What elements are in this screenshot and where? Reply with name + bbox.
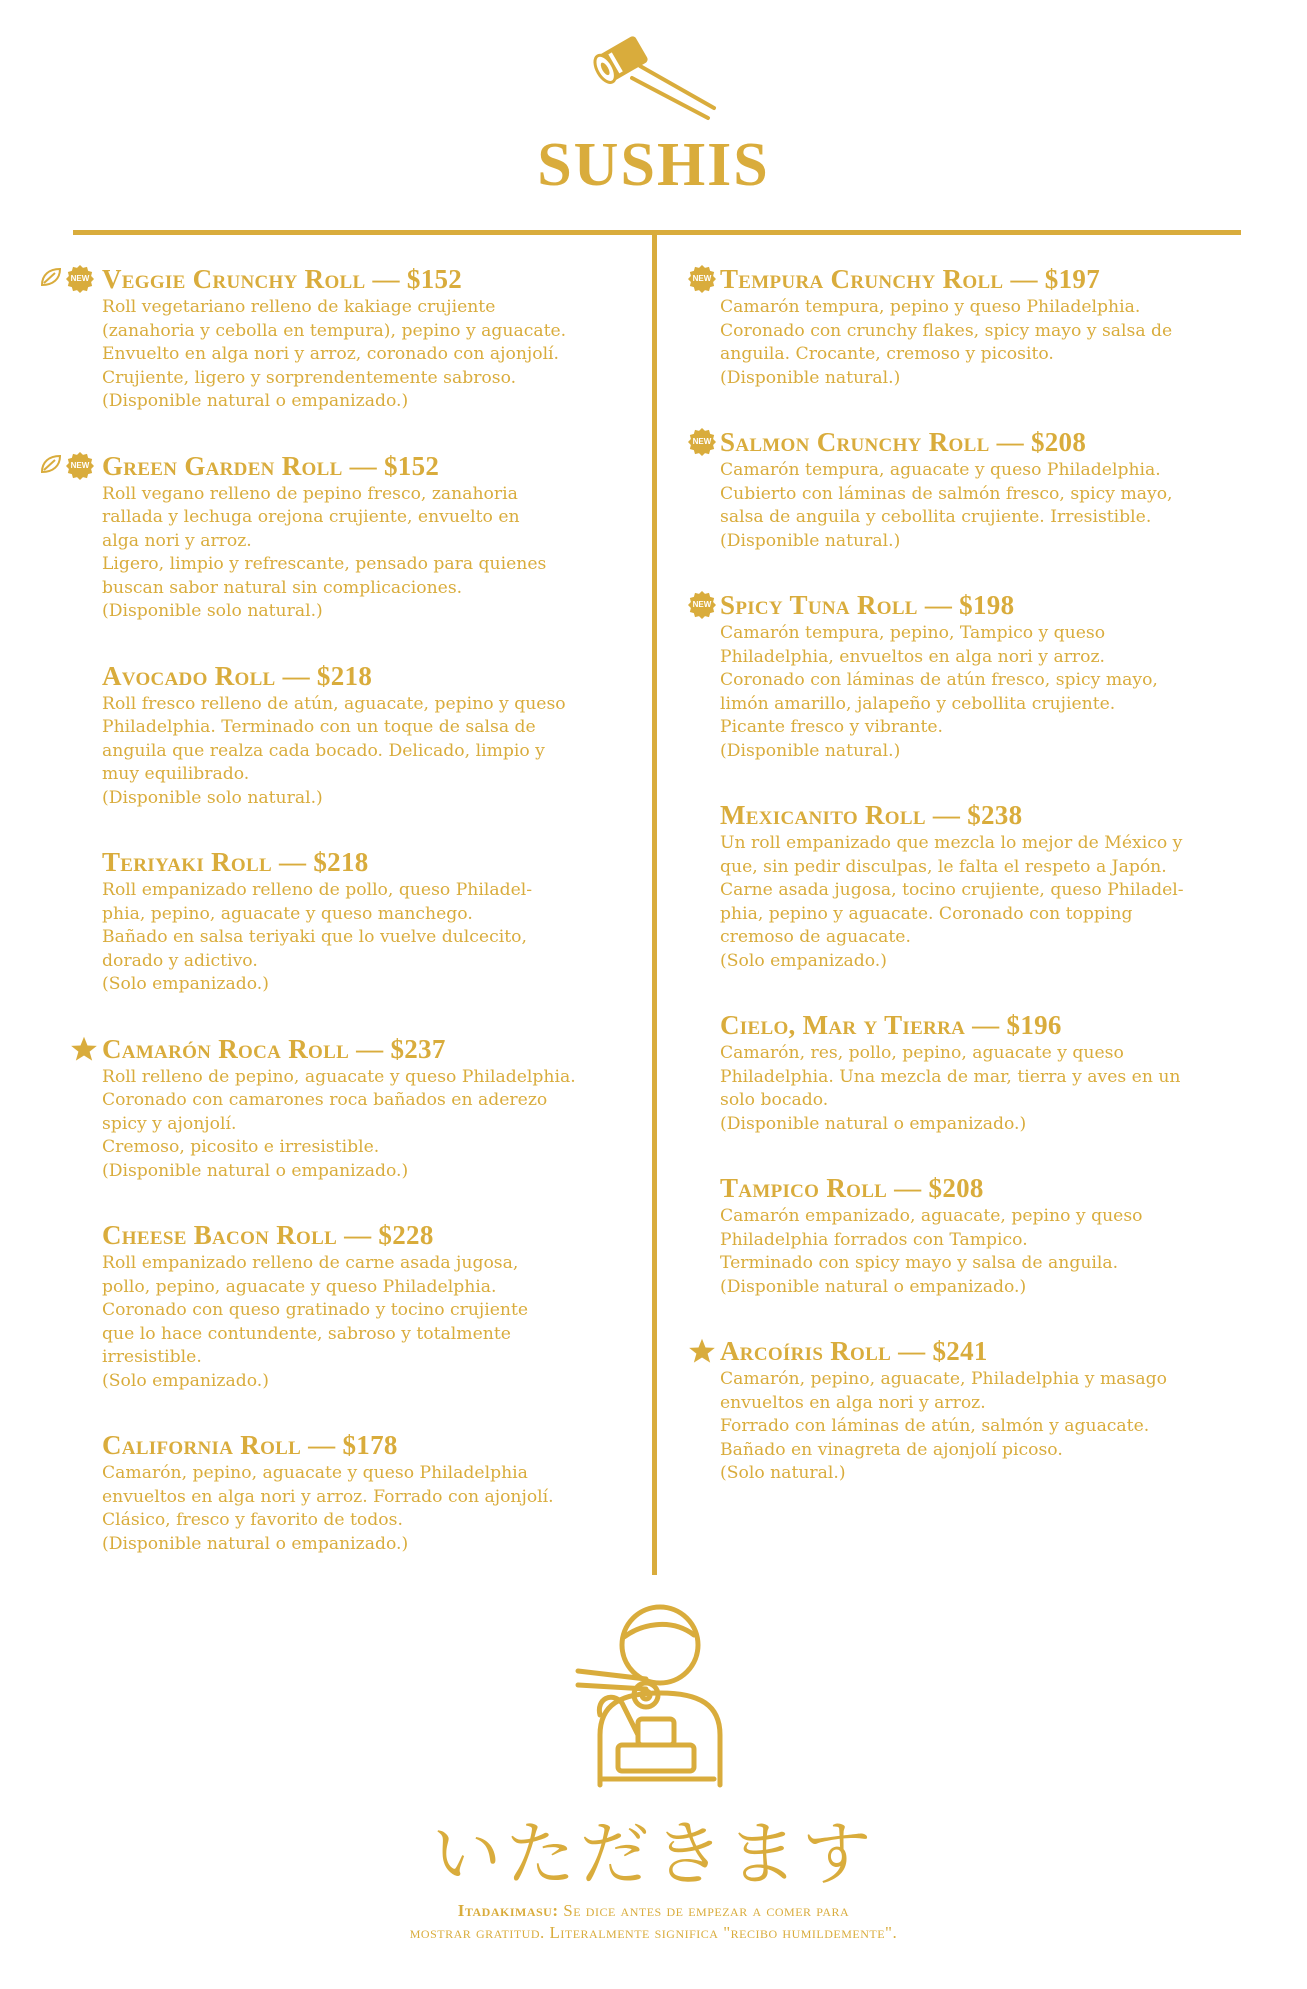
item-badges (688, 1337, 716, 1369)
item-title: Cielo, Mar y Tierra — $196 (720, 1010, 1062, 1040)
item-description: Roll empanizado relleno de pollo, queso Philadel- phia, pepino, aguacate y queso manchego. Bañado en salsa teriyaki que lo vuelve dulcecito, dorado y adictivo. (Solo empanizado.) (102, 880, 533, 994)
new-badge-icon (66, 452, 94, 480)
note-term: Itadakimasu: (457, 1901, 559, 1920)
footer-note (0, 1900, 1307, 1944)
item-title: Teriyaki Roll — $218 (102, 847, 369, 877)
menu-column-right (692, 262, 1240, 1521)
item-title: California Roll — $178 (102, 1430, 398, 1460)
item-title: Avocado Roll — $218 (102, 660, 373, 691)
item-badges (70, 1035, 98, 1067)
item-description: Un roll empanizado que mezcla lo mejor de México y que, sin pedir disculpas, le falta el respeto a Japón. Carne asada jugosa, tocino crujiente, queso Philadel- phia, pepino y aguacate. Coronado con topping cremoso de aguacate. (Solo empanizado.) (720, 833, 1184, 971)
item-title: Arcoíris Roll — $241 (720, 1336, 988, 1366)
item-title: Salmon Crunchy Roll — $208 (720, 427, 1087, 457)
item-title: Tampico Roll — $208 (720, 1173, 984, 1203)
menu-item (720, 1171, 1240, 1299)
item-description: Roll empanizado relleno de carne asada jugosa, pollo, pepino, aguacate y queso Philadelphia. Coronado con queso gratinado y tocino crujiente que lo hace contundente, sabroso y totalmente irresistible. (Solo empanizado.) (102, 1253, 529, 1391)
item-description: Roll relleno de pepino, aguacate y queso Philadelphia. Coronado con camarones roca bañados en aderezo spicy y ajonjolí. Cremoso, picosito e irresistible. (Disponible natural o empanizado.) (102, 1066, 576, 1181)
new-badge-icon (688, 591, 716, 619)
item-description: Camarón tempura, aguacate y queso Philadelphia. Cubierto con láminas de salmón fresco, spicy mayo, salsa de anguila y cebollita crujiente. Irresistible. (Disponible natural.) (720, 460, 1173, 551)
japanese-phrase: いただきます (431, 1813, 876, 1895)
column-divider (652, 230, 657, 1575)
menu-item (102, 1428, 622, 1556)
note-line-2: mostrar gratitud. Literalmente significa "recibo humildemente". (409, 1923, 898, 1942)
star-icon (70, 1035, 98, 1067)
item-badges (688, 428, 716, 456)
new-badge-icon (688, 428, 716, 456)
item-title: Camarón Roca Roll — $237 (102, 1033, 446, 1064)
new-badge-icon (688, 265, 716, 293)
menu-item (720, 798, 1240, 973)
new-badge-label: NEW (692, 437, 712, 446)
new-badge-label: NEW (70, 274, 90, 283)
new-badge-label: NEW (692, 274, 712, 283)
item-title: Mexicanito Roll — $238 (720, 800, 1023, 830)
item-description: Roll fresco relleno de atún, aguacate, pepino y queso Philadelphia. Terminado con un toque de salsa de anguila que realza cada bocado. Delicado, limpio y muy equilibrado. (Disponible solo natural.) (102, 693, 566, 808)
item-description: Roll vegetariano relleno de kakiage crujiente (zanahoria y cebolla en tempura), pepino y aguacate. Envuelto en alga nori y arroz, coronado con ajonjolí. Crujiente, ligero y sorprendentemente sabroso. (Disponible natural o empanizado.) (102, 297, 567, 411)
item-description: Camarón, pepino, aguacate y queso Philadelphia envueltos en alga nori y arroz. Forrado con ajonjolí. Clásico, fresco y favorito de todos. (Disponible natural o empanizado.) (102, 1463, 554, 1554)
sushi-logo-icon (590, 36, 720, 126)
item-title: Veggie Crunchy Roll — $152 (102, 264, 463, 294)
item-badges (688, 265, 716, 293)
new-badge-icon (66, 265, 94, 293)
leaf-icon (39, 452, 63, 480)
item-description: Camarón, pepino, aguacate, Philadelphia y masago envueltos en alga nori y arroz. Forrado con láminas de atún, salmón y aguacate. Bañado en vinagreta de ajonjolí picoso. (Solo natural.) (720, 1369, 1167, 1483)
item-title: Tempura Crunchy Roll — $197 (720, 264, 1100, 294)
item-badges (688, 591, 716, 619)
page-title: SUSHIS (537, 131, 770, 199)
new-badge-label: NEW (70, 460, 90, 470)
menu-item (692, 425, 1240, 553)
header-divider (73, 230, 1241, 235)
menu-item (70, 449, 622, 624)
item-description: Roll vegano relleno de pepino fresco, zanahoria rallada y lechuga orejona crujiente, envuelto en alga nori y arroz. Ligero, limpio y refrescante, pensado para quienes buscan sabor natural sin complicaciones. (Disponible solo natural.) (102, 483, 547, 621)
eating-person-icon (560, 1595, 740, 1795)
menu-item (692, 588, 1240, 763)
menu-item (720, 1008, 1240, 1136)
note-line-1: Se dice antes de empezar a comer para (558, 1901, 850, 1920)
leaf-icon (39, 265, 63, 293)
item-title: Cheese Bacon Roll — $228 (102, 1220, 434, 1250)
star-icon (688, 1337, 716, 1369)
menu-item (692, 262, 1240, 390)
menu-item (102, 845, 622, 997)
item-badges (39, 265, 94, 293)
menu-item (102, 1032, 622, 1184)
menu-column-left (70, 262, 622, 1591)
menu-item (70, 262, 622, 414)
item-description: Camarón empanizado, aguacate, pepino y queso Philadelphia forrados con Tampico. Terminado con spicy mayo y salsa de anguila. (Disponible natural o empanizado.) (720, 1206, 1143, 1297)
item-description: Camarón tempura, pepino y queso Philadelphia. Coronado con crunchy flakes, spicy mayo y salsa de anguila. Crocante, cremoso y picosito. (Disponible natural.) (720, 297, 1173, 388)
item-title: Spicy Tuna Roll — $198 (720, 590, 1015, 620)
item-title: Green Garden Roll — $152 (102, 450, 440, 481)
new-badge-label: NEW (692, 600, 712, 609)
menu-item (720, 1334, 1240, 1486)
item-description: Camarón, res, pollo, pepino, aguacate y queso Philadelphia. Una mezcla de mar, tierra y aves en un solo bocado. (Disponible natural o empanizado.) (720, 1043, 1181, 1134)
item-badges (39, 452, 94, 480)
item-description: Camarón tempura, pepino, Tampico y queso Philadelphia, envueltos en alga nori y arroz. Coronado con láminas de atún fresco, spicy mayo, limón amarillo, jalapeño y cebollita crujiente. Picante fresco y vibrante. (Disponible natural.) (720, 623, 1158, 761)
menu-item (102, 659, 622, 811)
menu-item (102, 1218, 622, 1393)
